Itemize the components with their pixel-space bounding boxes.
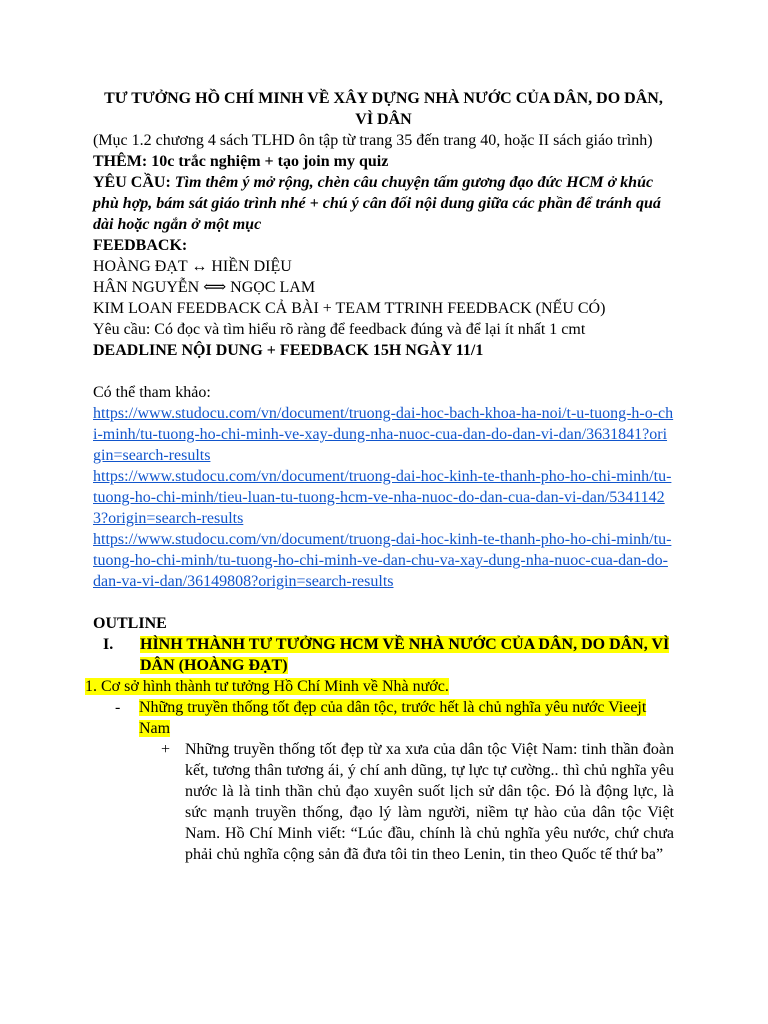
plus-item-text: Những truyền thống tốt đẹp từ xa xưa của dân tộc Việt Nam: tinh thần đoàn kết, tương thân tương ái, ý chí anh dũng, tự lực tự cường.. thì chủ nghĩa yêu nước là là tinh thần chủ đạo xuyên suốt lịch sử dân tộc. Đó là động lực, là sức mạnh truyền thống, đạo lý làm người, niềm tự hào của dân tộc Việt Nam. Hồ Chí Minh viết: “Lúc đầu, chính là chủ nghĩa yêu nước, chứ chưa phải chủ nghĩa cộng sản đã đưa tôi tin theo Lenin, tin theo Quốc tế thứ ba”: [185, 741, 674, 863]
plus-marker: +: [161, 741, 171, 758]
feedback-line: Yêu cầu: Có đọc và tìm hiểu rõ ràng để feedback đúng và để lại ít nhất 1 cmt: [93, 321, 586, 338]
outline-subsection-1: [85, 676, 674, 697]
yeu-cau-note: [93, 172, 674, 235]
yeu-cau-label: YÊU CẦU:: [93, 174, 175, 191]
reference-label: Có thể tham khảo:: [93, 384, 211, 401]
dash-item-text: Những truyền thống tốt đẹp của dân tộc, trước hết là chủ nghĩa yêu nước Vieejt Nam: [139, 699, 647, 737]
them-note: THÊM: 10c trắc nghiệm + tạo join my quiz: [93, 153, 389, 170]
subsection-title: 1. Cơ sở hình thành tư tưởng Hồ Chí Minh về Nhà nước.: [85, 678, 449, 695]
blank-line: [93, 592, 674, 613]
source-note: (Mục 1.2 chương 4 sách TLHD ôn tập từ trang 35 đến trang 40, hoặc II sách giáo trình): [93, 132, 653, 149]
feedback-line: HOÀNG ĐẠT ↔ HIỀN DIỆU: [93, 258, 292, 275]
blank-line: [93, 361, 674, 382]
dash-marker: -: [115, 699, 121, 716]
reference-link-1[interactable]: https://www.studocu.com/vn/document/truong-dai-hoc-bach-khoa-ha-noi/t-u-tuong-h-o-chi-minh/tu-tuong-ho-chi-minh-ve-xay-dung-nha-nuoc-cua-dan-do-dan-vi-dan/3631841?origin=search-results: [93, 405, 674, 464]
section-number: I.: [103, 636, 114, 653]
feedback-line: HÂN NGUYỄN ⟺ NGỌC LAM: [93, 279, 316, 296]
outline-section-1: [103, 634, 674, 676]
deadline-note: DEADLINE NỘI DUNG + FEEDBACK 15H NGÀY 11/1: [93, 342, 484, 359]
yeu-cau-text: Tìm thêm ý mở rộng, chèn câu chuyện tấm gương đạo đức HCM ở khúc phù hợp, bám sát giáo trình nhé + chú ý cân đối nội dung giữa các phần để tránh quá dài hoặc ngắn ở một mục: [93, 174, 661, 233]
outline-plus-item: [161, 739, 674, 865]
feedback-heading: FEEDBACK:: [93, 237, 188, 254]
outline-dash-item: [115, 697, 674, 739]
reference-link-3[interactable]: https://www.studocu.com/vn/document/truong-dai-hoc-kinh-te-thanh-pho-ho-chi-minh/tu-tuong-ho-chi-minh/tu-tuong-ho-chi-minh-ve-dan-chu-va-xay-dung-nha-nuoc-cua-dan-do-dan-va-vi-dan/36149808?origin=search-results: [93, 531, 672, 590]
outline-heading: OUTLINE: [93, 615, 167, 632]
section-title: HÌNH THÀNH TƯ TƯỞNG HCM VỀ NHÀ NƯỚC CỦA DÂN, DO DÂN, VÌ DÂN (HOÀNG ĐẠT): [140, 636, 670, 674]
feedback-line: KIM LOAN FEEDBACK CẢ BÀI + TEAM TTRINH FEEDBACK (NẾU CÓ): [93, 300, 606, 317]
document-title: TƯ TƯỞNG HỒ CHÍ MINH VỀ XÂY DỰNG NHÀ NƯỚC CỦA DÂN, DO DÂN, VÌ DÂN: [104, 90, 663, 128]
reference-link-2[interactable]: https://www.studocu.com/vn/document/truong-dai-hoc-kinh-te-thanh-pho-ho-chi-minh/tu-tuong-ho-chi-minh/tieu-luan-tu-tuong-hcm-ve-nha-nuoc-do-dan-cua-dan-vi-dan/53411423?origin=search-results: [93, 468, 672, 527]
